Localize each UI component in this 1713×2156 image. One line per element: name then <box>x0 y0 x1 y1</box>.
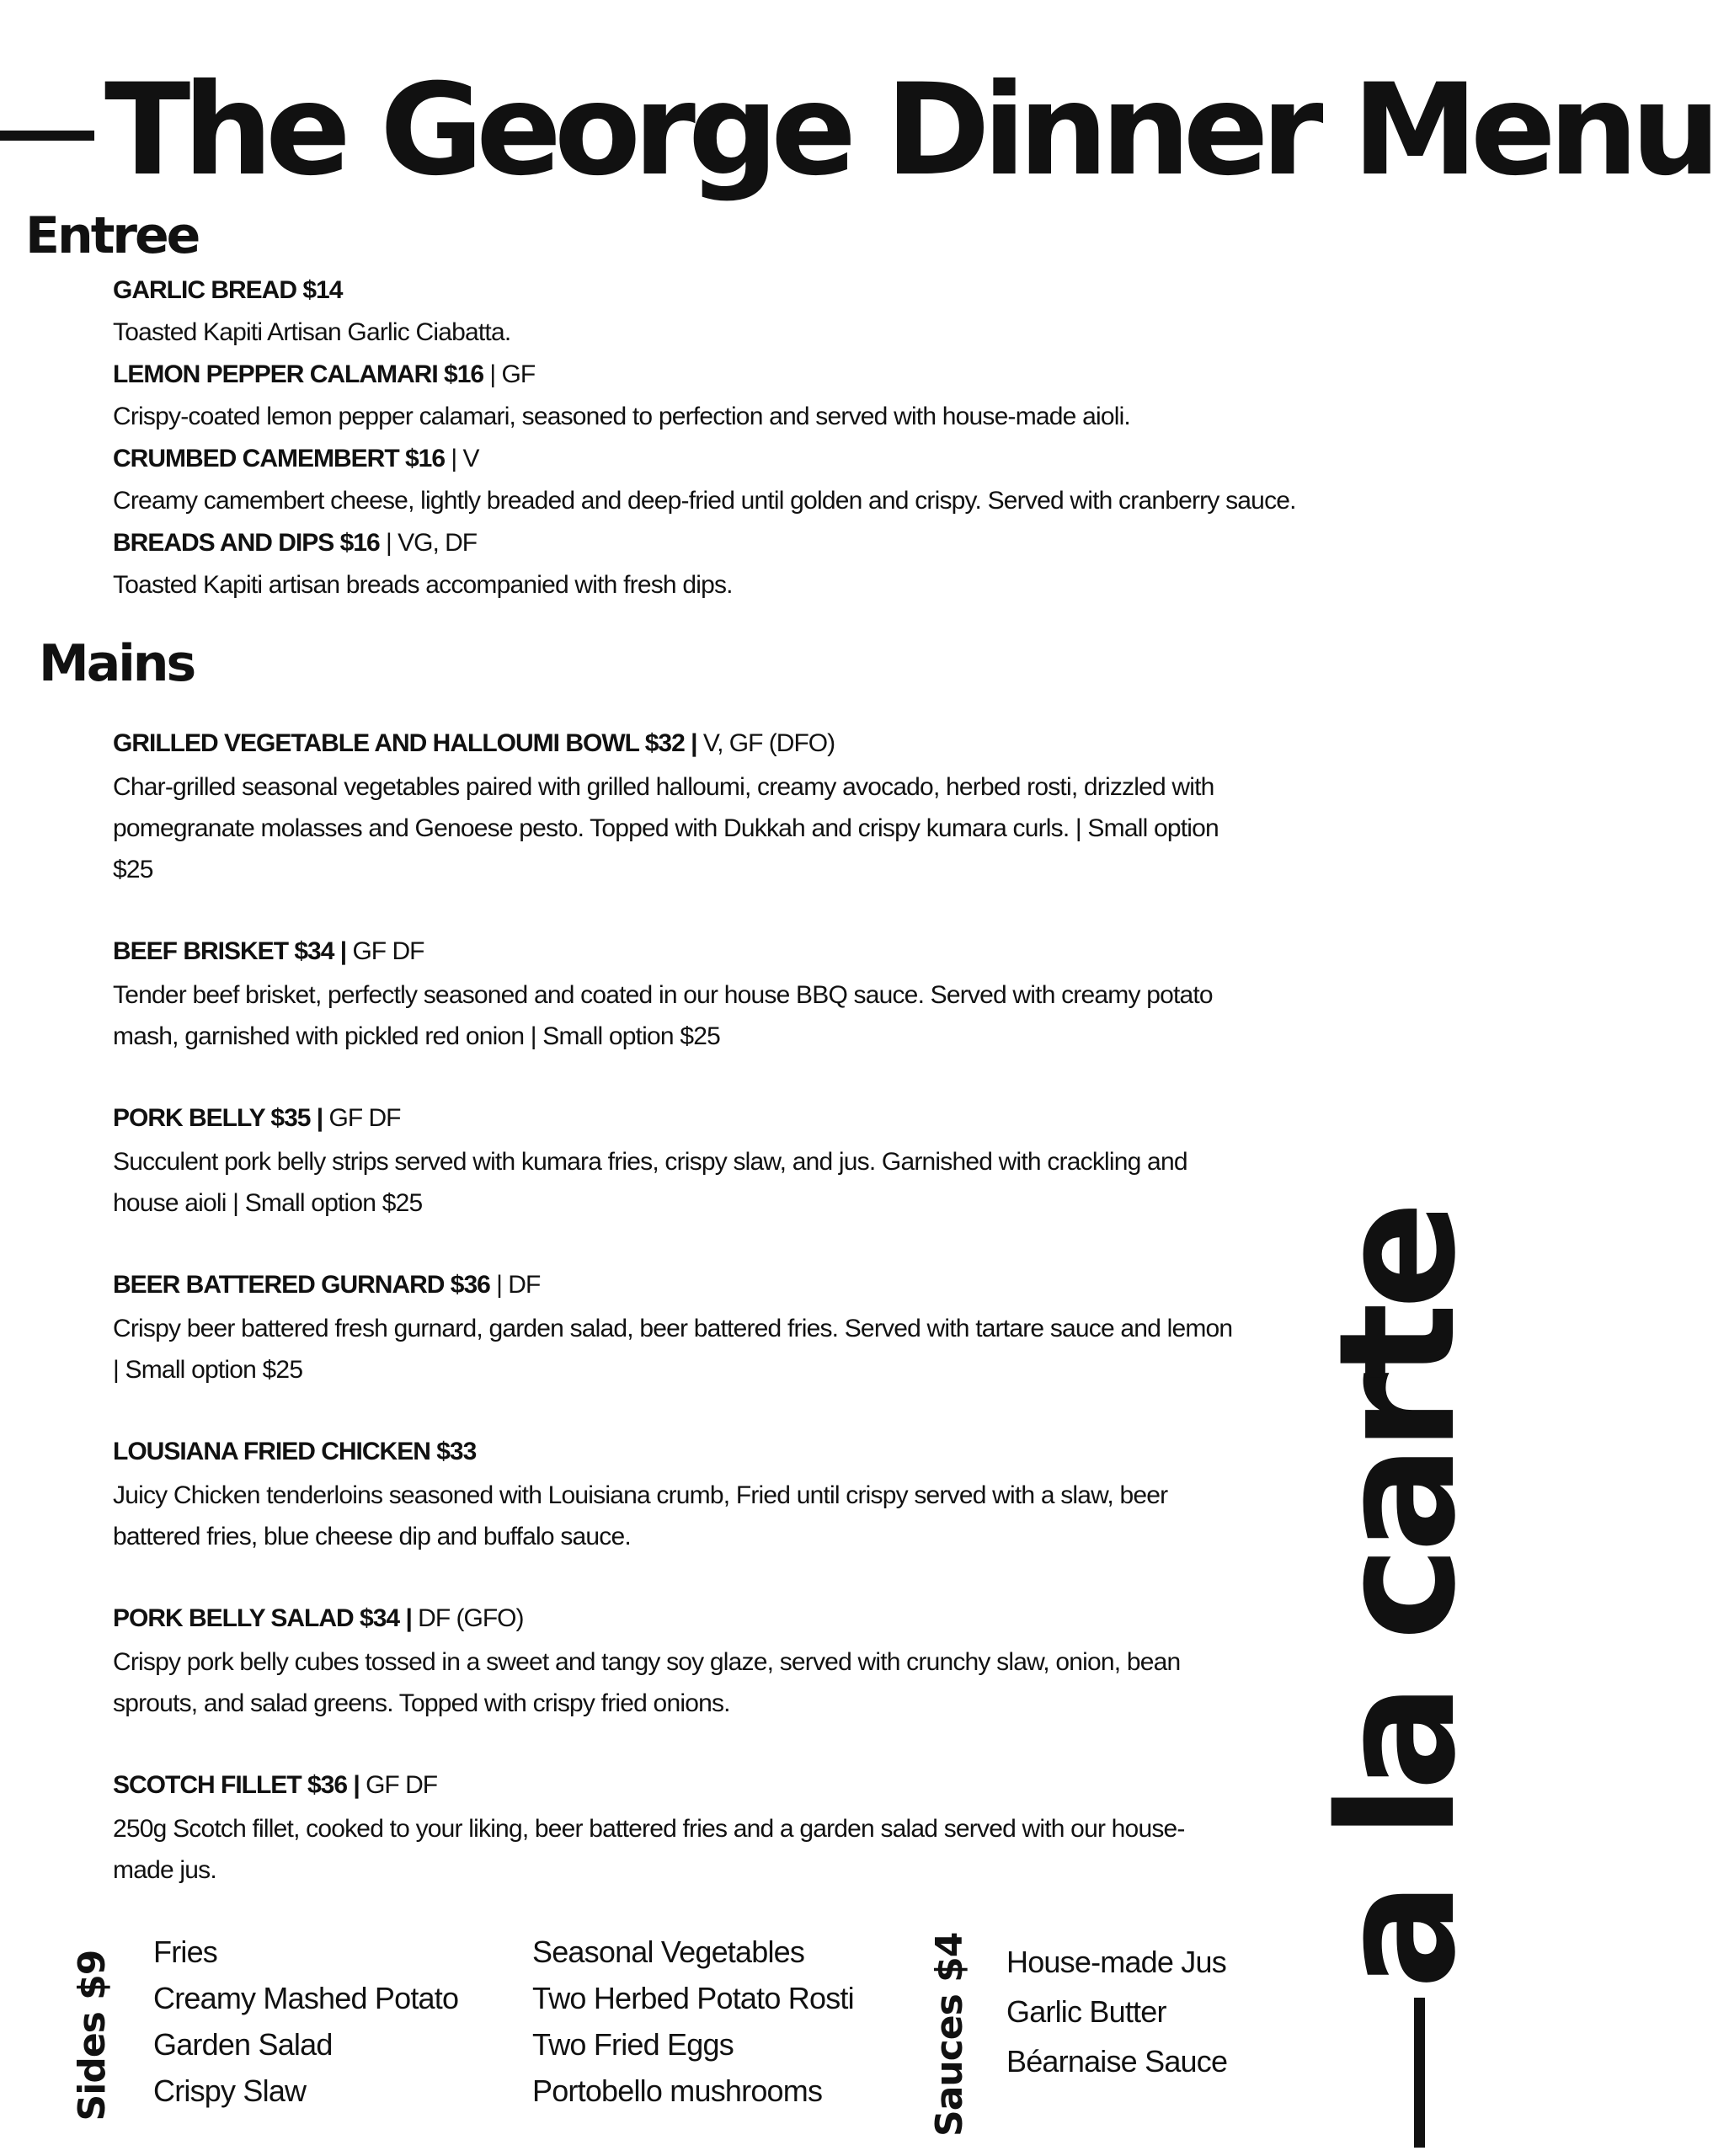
entree-item-description: Toasted Kapiti artisan breads accompanied with fresh dips. <box>113 571 733 599</box>
side-item: Two Fried Eggs <box>532 2027 734 2062</box>
mains-item-name: PORK BELLY $35 | GF DF <box>113 1104 401 1132</box>
a-la-carte-text: a la carte <box>1305 1207 1491 1989</box>
entree-item-tags: | VG, DF <box>379 529 478 557</box>
mains-item-tags: GF DF <box>346 937 424 965</box>
sauce-item: Béarnaise Sauce <box>1006 2044 1228 2079</box>
mains-item-description: Crispy beer battered fresh gurnard, garden salad, beer battered fries. Served with tartare sauce and lemon | Small option $25 <box>113 1315 1233 1384</box>
entree-heading: Entree <box>25 206 199 265</box>
side-item: Seasonal Vegetables <box>532 1935 805 1969</box>
mains-item-name: LOUSIANA FRIED CHICKEN $33 <box>113 1438 477 1465</box>
sauces-list <box>1006 1937 1227 2086</box>
mains-item-name: BEER BATTERED GURNARD $36 | DF <box>113 1271 541 1299</box>
sides-list-column-2 <box>532 1929 854 2114</box>
mains-item-tags: GF DF <box>323 1104 401 1132</box>
sides-label-wrap <box>67 1935 118 2137</box>
side-item: Portobello mushrooms <box>532 2073 823 2108</box>
mains-item-tags: DF (GFO) <box>411 1604 524 1632</box>
entree-item-description: Toasted Kapiti Artisan Garlic Ciabatta. <box>113 318 511 346</box>
entree-item-name: CRUMBED CAMEMBERT $16 | V <box>113 445 479 472</box>
mains-item <box>113 1598 1233 1724</box>
mains-item <box>113 1097 1233 1224</box>
entree-item-tags: | GF <box>483 360 536 388</box>
entree-item-description: Creamy camembert cheese, lightly breaded and deep-fried until golden and crispy. Served with cranberry sauce. <box>113 487 1296 515</box>
entree-item-tags: | V <box>445 445 479 472</box>
mains-item-name: GRILLED VEGETABLE AND HALLOUMI BOWL $32 | V, GF (DFO) <box>113 729 835 757</box>
side-item: Crispy Slaw <box>153 2073 307 2108</box>
mains-item-tags: V, GF (DFO) <box>696 729 835 757</box>
mains-item-name: BEEF BRISKET $34 | GF DF <box>113 937 424 965</box>
entree-item <box>113 438 1296 522</box>
mains-item-tags: | DF <box>489 1271 541 1299</box>
entree-item <box>113 354 1296 438</box>
side-item: Two Herbed Potato Rosti <box>532 1981 854 2015</box>
entree-item-name: BREADS AND DIPS $16 | VG, DF <box>113 529 478 557</box>
entree-item <box>113 270 1296 354</box>
mains-item <box>113 1764 1233 1891</box>
mains-item-name: SCOTCH FILLET $36 | GF DF <box>113 1771 438 1799</box>
sides-label: Sides $9 <box>71 1950 114 2121</box>
sides-list-column-1 <box>153 1929 458 2114</box>
mains-item-description: Succulent pork belly strips served with kumara fries, crispy slaw, and jus. Garnished with crackling and house aioli | Small option $25 <box>113 1148 1187 1217</box>
side-item: Garden Salad <box>153 2027 333 2062</box>
mains-item <box>113 1264 1233 1390</box>
entree-item-name: LEMON PEPPER CALAMARI $16 | GF <box>113 360 536 388</box>
mains-item-description: Tender beef brisket, perfectly seasoned and coated in our house BBQ sauce. Served with creamy potato mash, garnished with pickled red onion | Small option $25 <box>113 981 1213 1050</box>
entree-item-description: Crispy-coated lemon pepper calamari, seasoned to perfection and served with house-made aioli. <box>113 403 1130 430</box>
mains-list <box>113 723 1233 1931</box>
sauce-item: House-made Jus <box>1006 1945 1226 1979</box>
mains-item <box>113 1431 1233 1557</box>
mains-item <box>113 931 1233 1057</box>
mains-item-description: Juicy Chicken tenderloins seasoned with Louisiana crumb, Fried until crispy served with a slaw, beer battered fries, blue cheese dip and buffalo sauce. <box>113 1481 1168 1550</box>
mains-item <box>113 723 1233 890</box>
menu-title: The George Dinner Menu <box>104 57 1713 204</box>
title-dash-decoration <box>0 131 94 141</box>
entree-item-name: GARLIC BREAD $14 <box>113 276 343 304</box>
entree-item <box>113 522 1296 606</box>
mains-item-description: Crispy pork belly cubes tossed in a sweet and tangy soy glaze, served with crunchy slaw, onion, bean sprouts, and salad greens. Topped with crispy fried onions. <box>113 1648 1181 1717</box>
mains-item-name: PORK BELLY SALAD $34 | DF (GFO) <box>113 1604 524 1632</box>
vertical-bar-decoration <box>1414 1998 1425 2148</box>
mains-item-description: Char-grilled seasonal vegetables paired with grilled halloumi, creamy avocado, herbed rosti, drizzled with pomegranate molasses and Genoese pesto. Topped with Dukkah and crispy kumara curls. | Small option $25 <box>113 773 1219 883</box>
mains-item-tags: GF DF <box>359 1771 438 1799</box>
mains-item-description: 250g Scotch fillet, cooked to your liking, beer battered fries and a garden salad served with our house-made jus. <box>113 1815 1185 1884</box>
sauces-label: Sauces $4 <box>928 1932 971 2137</box>
sauce-item: Garlic Butter <box>1006 1994 1166 2029</box>
side-item: Fries <box>153 1935 217 1969</box>
a-la-carte-banner <box>1301 1207 1495 1989</box>
side-item: Creamy Mashed Potato <box>153 1981 459 2015</box>
entree-list <box>113 270 1296 606</box>
sauces-label-wrap <box>925 1932 975 2137</box>
mains-heading: Mains <box>39 634 195 693</box>
